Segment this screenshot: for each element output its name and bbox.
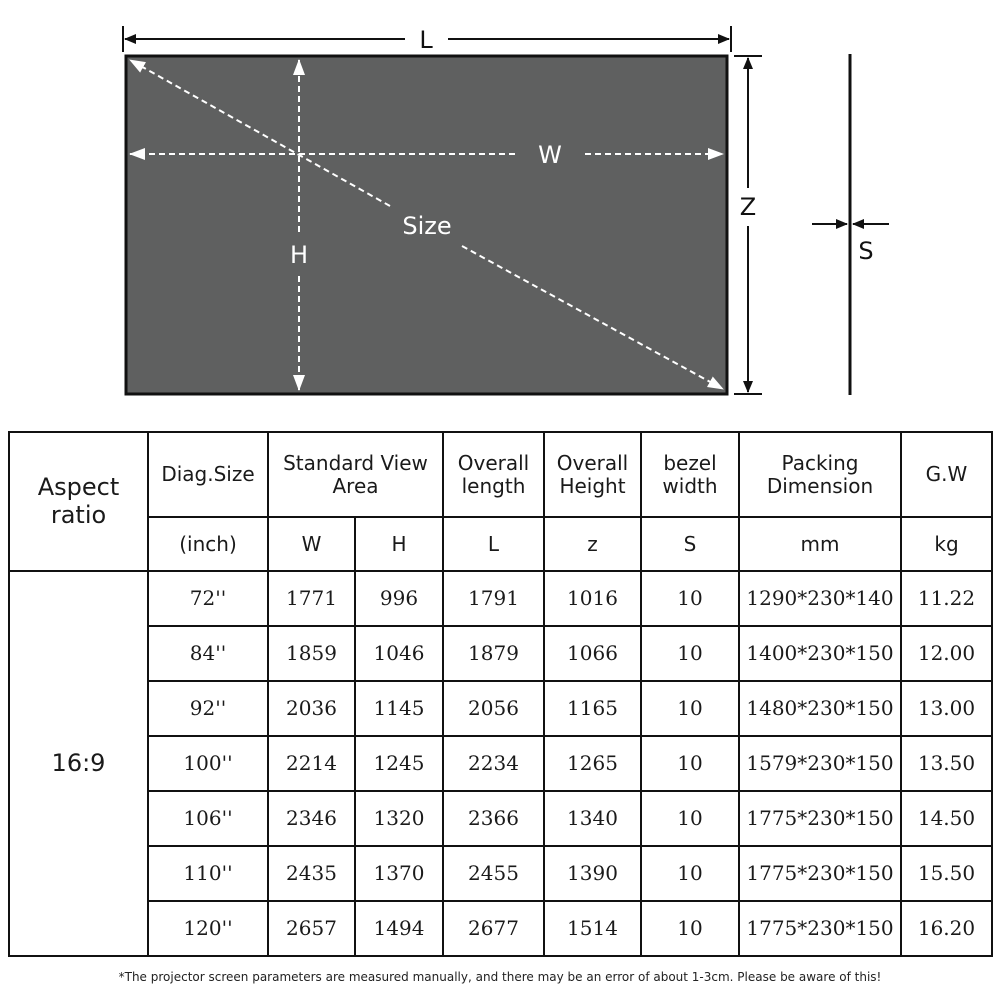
aspect-ratio-value: 16:9 bbox=[9, 571, 148, 956]
std-width-unit: W bbox=[268, 517, 355, 571]
diag-size-cell: 72'' bbox=[148, 571, 268, 626]
bezel-width-cell: 10 bbox=[641, 626, 739, 681]
z-label: Z bbox=[739, 193, 757, 221]
width-cell: 2435 bbox=[268, 846, 355, 901]
aspect-ratio-header: Aspect ratio bbox=[9, 432, 148, 571]
specification-table bbox=[8, 431, 993, 957]
l-label: L bbox=[419, 26, 433, 54]
height-cell: 1370 bbox=[355, 846, 443, 901]
h-label: H bbox=[289, 241, 309, 269]
table-row bbox=[9, 626, 992, 681]
diag-size-cell: 110'' bbox=[148, 846, 268, 901]
bezel-width-unit: S bbox=[641, 517, 739, 571]
table-row bbox=[9, 846, 992, 901]
height-cell: 1145 bbox=[355, 681, 443, 736]
packing-dimension-cell: 1480*230*150 bbox=[739, 681, 901, 736]
screen-dimension-diagram bbox=[0, 0, 1000, 420]
diagram-svg bbox=[0, 0, 1000, 420]
overall-length-cell: 2056 bbox=[443, 681, 544, 736]
gross-weight-cell: 14.50 bbox=[901, 791, 992, 846]
table-row bbox=[9, 736, 992, 791]
standard-view-area-header: Standard View Area bbox=[268, 432, 443, 517]
height-cell: 1046 bbox=[355, 626, 443, 681]
bezel-width-cell: 10 bbox=[641, 681, 739, 736]
width-cell: 1771 bbox=[268, 571, 355, 626]
diag-size-cell: 92'' bbox=[148, 681, 268, 736]
overall-height-cell: 1265 bbox=[544, 736, 641, 791]
bezel-width-header: bezel width bbox=[641, 432, 739, 517]
header-row-units bbox=[9, 517, 992, 571]
bezel-width-cell: 10 bbox=[641, 846, 739, 901]
overall-height-cell: 1016 bbox=[544, 571, 641, 626]
overall-height-cell: 1340 bbox=[544, 791, 641, 846]
width-cell: 2346 bbox=[268, 791, 355, 846]
packing-dimension-cell: 1290*230*140 bbox=[739, 571, 901, 626]
height-cell: 1320 bbox=[355, 791, 443, 846]
height-cell: 996 bbox=[355, 571, 443, 626]
diag-size-cell: 120'' bbox=[148, 901, 268, 956]
overall-height-cell: 1165 bbox=[544, 681, 641, 736]
packing-dimension-cell: 1775*230*150 bbox=[739, 791, 901, 846]
width-cell: 1859 bbox=[268, 626, 355, 681]
overall-height-cell: 1066 bbox=[544, 626, 641, 681]
bezel-width-cell: 10 bbox=[641, 571, 739, 626]
overall-length-cell: 1791 bbox=[443, 571, 544, 626]
bezel-width-cell: 10 bbox=[641, 736, 739, 791]
overall-length-unit: L bbox=[443, 517, 544, 571]
packing-dimension-cell: 1775*230*150 bbox=[739, 846, 901, 901]
table-row bbox=[9, 681, 992, 736]
packing-dimension-cell: 1775*230*150 bbox=[739, 901, 901, 956]
diag-size-cell: 84'' bbox=[148, 626, 268, 681]
overall-length-header: Overall length bbox=[443, 432, 544, 517]
overall-length-cell: 1879 bbox=[443, 626, 544, 681]
packing-dimension-cell: 1579*230*150 bbox=[739, 736, 901, 791]
height-cell: 1245 bbox=[355, 736, 443, 791]
gross-weight-cell: 16.20 bbox=[901, 901, 992, 956]
gross-weight-cell: 11.22 bbox=[901, 571, 992, 626]
gross-weight-cell: 15.50 bbox=[901, 846, 992, 901]
overall-height-cell: 1514 bbox=[544, 901, 641, 956]
gross-weight-header: G.W bbox=[901, 432, 992, 517]
overall-height-cell: 1390 bbox=[544, 846, 641, 901]
header-row-titles bbox=[9, 432, 992, 517]
overall-height-header: Overall Height bbox=[544, 432, 641, 517]
height-cell: 1494 bbox=[355, 901, 443, 956]
width-cell: 2657 bbox=[268, 901, 355, 956]
bezel-width-cell: 10 bbox=[641, 901, 739, 956]
table-row bbox=[9, 901, 992, 956]
overall-length-cell: 2677 bbox=[443, 901, 544, 956]
overall-length-cell: 2366 bbox=[443, 791, 544, 846]
overall-length-cell: 2455 bbox=[443, 846, 544, 901]
bezel-width-cell: 10 bbox=[641, 791, 739, 846]
gross-weight-cell: 12.00 bbox=[901, 626, 992, 681]
gross-weight-cell: 13.00 bbox=[901, 681, 992, 736]
s-label: S bbox=[858, 237, 874, 265]
width-cell: 2214 bbox=[268, 736, 355, 791]
diag-size-cell: 106'' bbox=[148, 791, 268, 846]
overall-height-unit: z bbox=[544, 517, 641, 571]
table-row bbox=[9, 791, 992, 846]
diag-size-unit: (inch) bbox=[148, 517, 268, 571]
packing-dimension-cell: 1400*230*150 bbox=[739, 626, 901, 681]
width-cell: 2036 bbox=[268, 681, 355, 736]
packing-dimension-unit: mm bbox=[739, 517, 901, 571]
w-label: W bbox=[538, 141, 562, 169]
diag-size-header: Diag.Size bbox=[148, 432, 268, 517]
size-label: Size bbox=[402, 212, 452, 240]
measurement-disclaimer: *The projector screen parameters are measured manually, and there may be an error of about 1-3cm. Please be aware of this! bbox=[118, 970, 882, 984]
std-height-unit: H bbox=[355, 517, 443, 571]
gross-weight-unit: kg bbox=[901, 517, 992, 571]
packing-dimension-header: Packing Dimension bbox=[739, 432, 901, 517]
gross-weight-cell: 13.50 bbox=[901, 736, 992, 791]
table-row bbox=[9, 571, 992, 626]
overall-length-cell: 2234 bbox=[443, 736, 544, 791]
diag-size-cell: 100'' bbox=[148, 736, 268, 791]
